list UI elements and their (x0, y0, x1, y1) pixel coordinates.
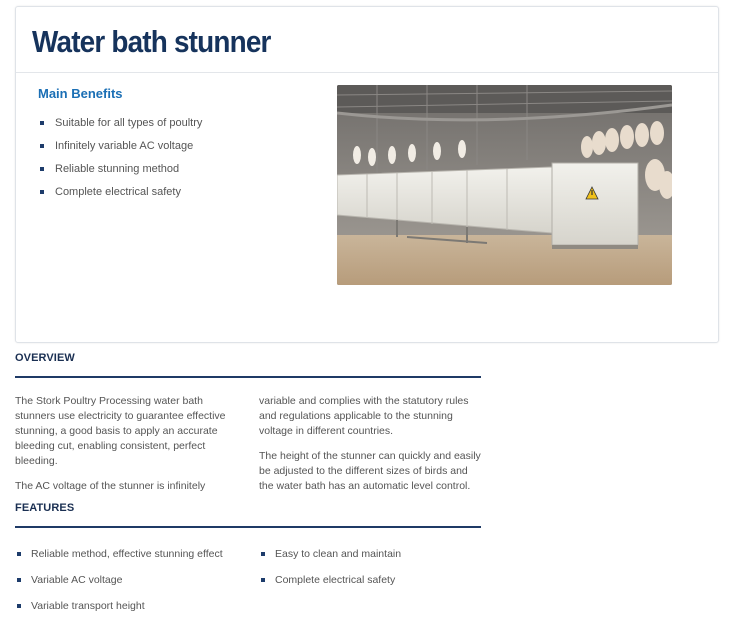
square-bullet-icon (17, 604, 21, 608)
overview-divider (15, 376, 481, 378)
features-heading: FEATURES (15, 502, 75, 514)
overview-paragraph: The AC voltage of the stunner is infinitely (15, 480, 206, 492)
benefit-label: Suitable for all types of poultry (55, 117, 203, 129)
benefit-label: Infinitely variable AC voltage (55, 140, 194, 152)
benefit-item (38, 117, 202, 140)
feature-item (259, 574, 395, 586)
feature-item (15, 600, 145, 612)
square-bullet-icon (261, 552, 265, 556)
benefit-item (38, 140, 202, 163)
overview-paragraph: The height of the stunner can quickly and easily be adjusted to the different sizes of birds and the water bath has an automatic level control. (259, 450, 481, 492)
square-bullet-icon (40, 144, 44, 148)
benefits-heading: Main Benefits (38, 86, 123, 101)
benefit-label: Complete electrical safety (55, 186, 181, 198)
benefits-list (38, 117, 202, 209)
feature-label: Variable transport height (31, 600, 145, 612)
stunner-illustration (337, 85, 672, 285)
feature-label: Variable AC voltage (31, 574, 123, 586)
features-divider (15, 526, 481, 528)
benefit-item (38, 163, 202, 186)
overview-heading: OVERVIEW (15, 352, 75, 364)
page-title: Water bath stunner (32, 23, 271, 59)
benefit-label: Reliable stunning method (55, 163, 180, 175)
product-card (15, 6, 719, 343)
card-header (16, 7, 718, 73)
overview-paragraph: The Stork Poultry Processing water bath stunners use electricity to guarantee effective stunning, a good basis to apply an accurate bleeding cut, enabling consistent, perfect bleeding. (15, 395, 226, 467)
benefit-item (38, 186, 202, 209)
square-bullet-icon (17, 552, 21, 556)
product-photo (337, 85, 672, 285)
overview-paragraph: variable and complies with the statutory rules and regulations applicable to the stunning voltage in different countries. (259, 395, 469, 437)
feature-item (15, 574, 122, 586)
feature-item (15, 548, 223, 560)
feature-item (259, 548, 401, 560)
card-body (16, 73, 718, 343)
square-bullet-icon (17, 578, 21, 582)
feature-label: Reliable method, effective stunning effect (31, 548, 223, 560)
square-bullet-icon (40, 121, 44, 125)
square-bullet-icon (261, 578, 265, 582)
feature-label: Easy to clean and maintain (275, 548, 402, 560)
square-bullet-icon (40, 190, 44, 194)
feature-label: Complete electrical safety (275, 574, 396, 586)
square-bullet-icon (40, 167, 44, 171)
